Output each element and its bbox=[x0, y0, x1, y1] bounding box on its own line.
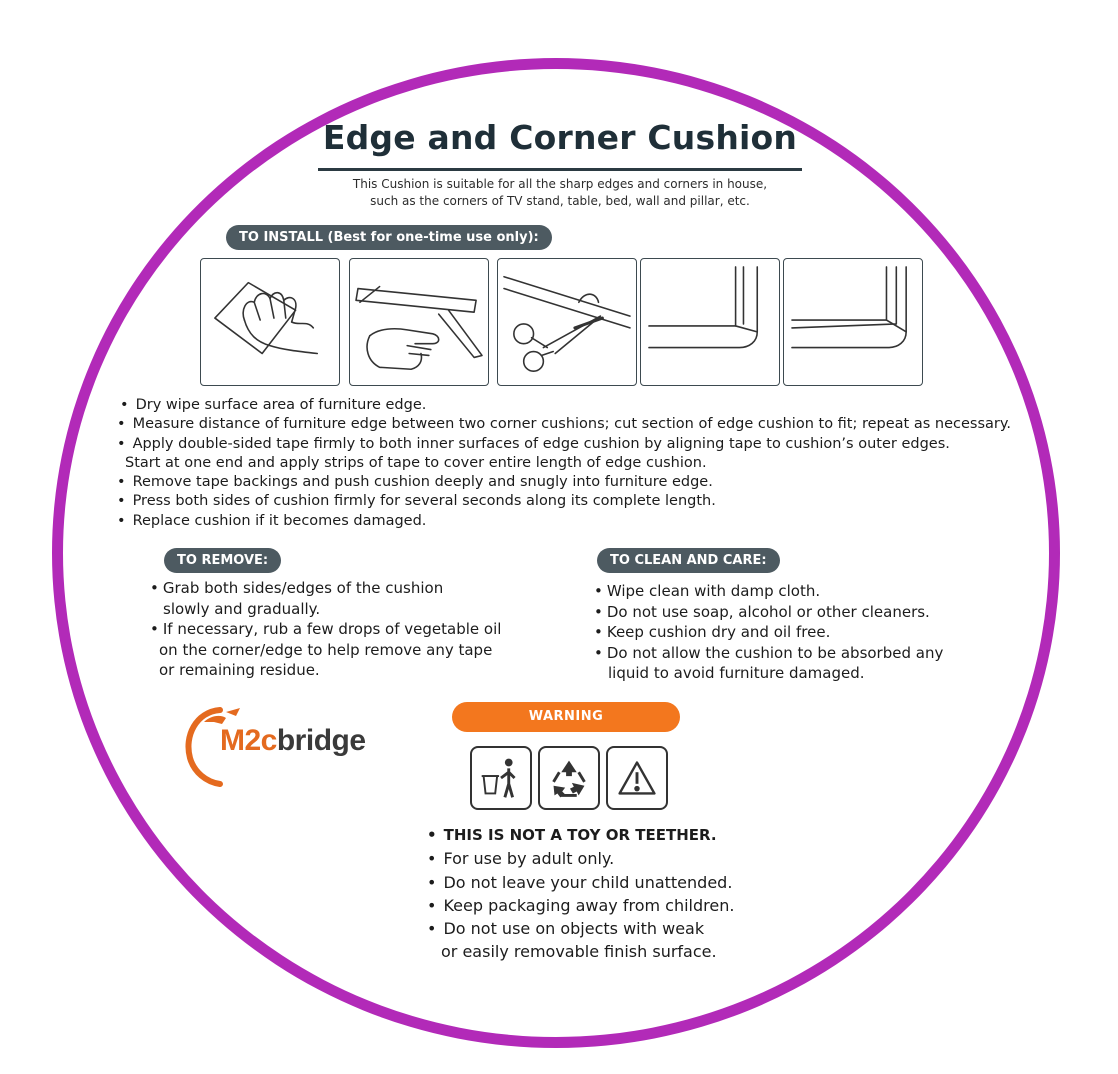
list-item: • Do not allow the cushion to be absorbed any bbox=[594, 643, 943, 664]
care-steps bbox=[594, 581, 943, 684]
warning-list bbox=[427, 824, 734, 964]
list-item: Start at one end and apply strips of tape to cover entire length of edge cushion. bbox=[125, 454, 707, 471]
brand-suffix: bridge bbox=[276, 724, 366, 757]
remove-steps bbox=[150, 578, 501, 681]
corner-edge-icon bbox=[640, 258, 780, 386]
brand-logo bbox=[220, 724, 366, 758]
list-item: • Keep cushion dry and oil free. bbox=[594, 622, 943, 643]
list-item: • Do not use soap, alcohol or other cleaners. bbox=[594, 602, 943, 623]
list-item: • For use by adult only. bbox=[427, 847, 734, 870]
list-item: or remaining residue. bbox=[159, 661, 320, 679]
care-heading: TO CLEAN AND CARE: bbox=[597, 548, 780, 573]
caution-triangle-icon bbox=[606, 746, 668, 810]
list-item: • If necessary, rub a few drops of vegetable oil bbox=[150, 619, 501, 640]
list-item: on the corner/edge to help remove any tape bbox=[159, 640, 493, 659]
list-item: slowly and gradually. bbox=[163, 599, 321, 618]
list-item: • Do not leave your child unattended. bbox=[427, 871, 734, 894]
cut-scissors-icon bbox=[497, 258, 637, 386]
list-item: • Replace cushion if it becomes damaged. bbox=[117, 512, 1011, 531]
list-item: • Grab both sides/edges of the cushion bbox=[150, 578, 501, 599]
list-item: • Apply double-sided tape firmly to both inner surfaces of edge cushion by aligning tape to cushion’s outer edges. bbox=[117, 435, 1011, 454]
install-steps bbox=[117, 396, 1011, 531]
title-underline bbox=[318, 168, 802, 171]
list-item: liquid to avoid furniture damaged. bbox=[608, 664, 865, 682]
list-item: • Remove tape backings and push cushion deeply and snugly into furniture edge. bbox=[117, 473, 1011, 492]
list-item: or easily removable finish surface. bbox=[441, 942, 717, 962]
list-item: • THIS IS NOT A TOY OR TEETHER. bbox=[427, 824, 734, 847]
brand-prefix: M2c bbox=[220, 724, 277, 757]
apply-tape-icon bbox=[349, 258, 489, 386]
install-heading: TO INSTALL (Best for one-time use only): bbox=[226, 225, 552, 250]
subtitle bbox=[300, 176, 820, 210]
subtitle-line: This Cushion is suitable for all the sharp edges and corners in house, bbox=[352, 177, 768, 191]
list-item: • Dry wipe surface area of furniture edge. bbox=[117, 396, 1011, 415]
subtitle-line: such as the corners of TV stand, table, bed, wall and pillar, etc. bbox=[370, 194, 750, 208]
remove-heading: TO REMOVE: bbox=[164, 548, 281, 573]
list-item: • Wipe clean with damp cloth. bbox=[594, 581, 943, 602]
list-item: • Press both sides of cushion firmly for several seconds along its complete length. bbox=[117, 492, 1011, 511]
warning-badge: WARNING bbox=[452, 702, 680, 732]
list-item: • Measure distance of furniture edge between two corner cushions; cut section of edge cushion to fit; repeat as necessary. bbox=[117, 415, 1011, 434]
list-item: • Keep packaging away from children. bbox=[427, 894, 734, 917]
list-item: • Do not use on objects with weak bbox=[427, 917, 734, 940]
page-title: Edge and Corner Cushion bbox=[322, 118, 798, 157]
edge-cushion-icon bbox=[783, 258, 923, 386]
trash-disposal-icon bbox=[470, 746, 532, 810]
wipe-hand-icon bbox=[200, 258, 340, 386]
recycle-icon bbox=[538, 746, 600, 810]
